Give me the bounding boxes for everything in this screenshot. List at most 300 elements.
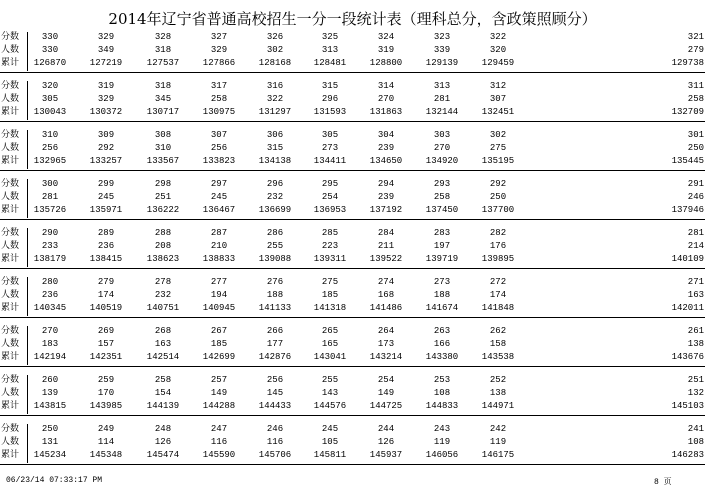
cumulative-row xyxy=(0,106,705,119)
row-label: 分数 xyxy=(1,130,20,140)
table-cell: 129459 xyxy=(481,58,515,68)
table-cell: 145103 xyxy=(671,401,704,411)
table-cell: 126 xyxy=(154,437,172,447)
table-cell: 246 xyxy=(266,424,284,434)
row-label: 累计 xyxy=(1,401,20,411)
table-cell: 132 xyxy=(687,388,704,398)
table-cell: 132451 xyxy=(481,107,515,117)
count-row xyxy=(0,338,705,351)
table-cell: 327 xyxy=(210,32,228,42)
table-cell: 281 xyxy=(687,228,704,238)
table-cell: 126870 xyxy=(33,58,67,68)
count-row xyxy=(0,436,705,449)
table-cell: 135726 xyxy=(33,205,67,215)
table-cell: 143380 xyxy=(425,352,459,362)
table-cell: 135445 xyxy=(671,156,704,166)
table-cell: 185 xyxy=(210,339,228,349)
score-row xyxy=(0,31,705,44)
row-label: 人数 xyxy=(1,388,20,398)
table-cell: 272 xyxy=(489,277,507,287)
table-cell: 330 xyxy=(41,32,59,42)
table-cell: 188 xyxy=(266,290,284,300)
table-cell: 139088 xyxy=(258,254,292,264)
block-divider xyxy=(0,415,705,416)
table-cell: 246 xyxy=(687,192,704,202)
cumulative-row xyxy=(0,351,705,364)
page-number: 8 页 xyxy=(654,478,672,487)
table-cell: 116 xyxy=(210,437,228,447)
table-cell: 211 xyxy=(377,241,395,251)
block-divider xyxy=(0,464,705,465)
table-cell: 176 xyxy=(489,241,507,251)
table-block xyxy=(0,129,705,171)
table-cell: 145811 xyxy=(313,450,347,460)
table-cell: 108 xyxy=(687,437,704,447)
table-block xyxy=(0,80,705,122)
table-cell: 252 xyxy=(489,375,507,385)
table-cell: 297 xyxy=(210,179,228,189)
table-cell: 244 xyxy=(377,424,395,434)
table-cell: 303 xyxy=(433,130,451,140)
table-cell: 105 xyxy=(321,437,339,447)
table-cell: 134411 xyxy=(313,156,347,166)
table-cell: 145937 xyxy=(369,450,403,460)
table-cell: 144433 xyxy=(258,401,292,411)
table-cell: 345 xyxy=(154,94,172,104)
table-cell: 130975 xyxy=(202,107,236,117)
table-cell: 141133 xyxy=(258,303,292,313)
table-cell: 299 xyxy=(97,179,115,189)
score-row xyxy=(0,374,705,387)
table-cell: 262 xyxy=(489,326,507,336)
table-cell: 158 xyxy=(489,339,507,349)
table-cell: 140345 xyxy=(33,303,67,313)
table-cell: 315 xyxy=(266,143,284,153)
table-cell: 136699 xyxy=(258,205,292,215)
table-cell: 108 xyxy=(433,388,451,398)
table-cell: 130372 xyxy=(89,107,123,117)
table-cell: 145590 xyxy=(202,450,236,460)
label-divider xyxy=(27,375,28,414)
table-cell: 145348 xyxy=(89,450,123,460)
table-cell: 136953 xyxy=(313,205,347,215)
table-cell: 143985 xyxy=(89,401,123,411)
table-cell: 291 xyxy=(687,179,704,189)
table-cell: 257 xyxy=(210,375,228,385)
score-distribution-table xyxy=(0,31,705,472)
table-cell: 137192 xyxy=(369,205,403,215)
table-cell: 166 xyxy=(433,339,451,349)
table-cell: 259 xyxy=(97,375,115,385)
score-row xyxy=(0,325,705,338)
table-cell: 144725 xyxy=(369,401,403,411)
table-cell: 318 xyxy=(154,45,172,55)
table-cell: 274 xyxy=(377,277,395,287)
table-cell: 142194 xyxy=(33,352,67,362)
table-cell: 256 xyxy=(266,375,284,385)
table-cell: 142351 xyxy=(89,352,123,362)
table-cell: 288 xyxy=(154,228,172,238)
table-cell: 163 xyxy=(687,290,704,300)
table-cell: 270 xyxy=(41,326,59,336)
score-row xyxy=(0,129,705,142)
table-cell: 319 xyxy=(377,45,395,55)
table-cell: 188 xyxy=(433,290,451,300)
table-cell: 275 xyxy=(321,277,339,287)
table-cell: 134138 xyxy=(258,156,292,166)
table-cell: 170 xyxy=(97,388,115,398)
row-label: 人数 xyxy=(1,94,20,104)
table-cell: 139895 xyxy=(481,254,515,264)
table-cell: 290 xyxy=(41,228,59,238)
print-timestamp: 06/23/14 07:33:17 PM xyxy=(6,476,103,485)
row-label: 累计 xyxy=(1,58,20,68)
table-cell: 307 xyxy=(489,94,507,104)
table-cell: 143538 xyxy=(481,352,515,362)
table-cell: 349 xyxy=(97,45,115,55)
table-cell: 232 xyxy=(266,192,284,202)
table-cell: 295 xyxy=(321,179,339,189)
table-cell: 275 xyxy=(489,143,507,153)
row-label: 人数 xyxy=(1,290,20,300)
row-label: 累计 xyxy=(1,352,20,362)
table-cell: 145474 xyxy=(146,450,180,460)
table-cell: 282 xyxy=(489,228,507,238)
table-cell: 247 xyxy=(210,424,228,434)
table-cell: 144833 xyxy=(425,401,459,411)
table-cell: 269 xyxy=(97,326,115,336)
table-cell: 276 xyxy=(266,277,284,287)
table-cell: 223 xyxy=(321,241,339,251)
cumulative-row xyxy=(0,400,705,413)
table-cell: 143214 xyxy=(369,352,403,362)
table-cell: 305 xyxy=(321,130,339,140)
label-divider xyxy=(27,32,28,71)
table-cell: 134650 xyxy=(369,156,403,166)
table-cell: 314 xyxy=(377,81,395,91)
table-cell: 324 xyxy=(377,32,395,42)
table-cell: 139 xyxy=(41,388,59,398)
table-cell: 320 xyxy=(489,45,507,55)
table-cell: 139311 xyxy=(313,254,347,264)
row-label: 分数 xyxy=(1,326,20,336)
row-label: 分数 xyxy=(1,375,20,385)
table-cell: 239 xyxy=(377,143,395,153)
row-label: 分数 xyxy=(1,32,20,42)
table-cell: 313 xyxy=(321,45,339,55)
table-cell: 131297 xyxy=(258,107,292,117)
table-cell: 284 xyxy=(377,228,395,238)
block-divider xyxy=(0,366,705,367)
row-label: 分数 xyxy=(1,179,20,189)
table-cell: 143041 xyxy=(313,352,347,362)
table-cell: 141848 xyxy=(481,303,515,313)
count-row xyxy=(0,93,705,106)
table-cell: 185 xyxy=(321,290,339,300)
table-cell: 278 xyxy=(154,277,172,287)
table-cell: 145234 xyxy=(33,450,67,460)
label-divider xyxy=(27,326,28,365)
count-row xyxy=(0,289,705,302)
table-cell: 233 xyxy=(41,241,59,251)
table-cell: 130043 xyxy=(33,107,67,117)
row-label: 分数 xyxy=(1,424,20,434)
row-label: 累计 xyxy=(1,303,20,313)
table-cell: 141486 xyxy=(369,303,403,313)
table-cell: 133257 xyxy=(89,156,123,166)
table-cell: 174 xyxy=(97,290,115,300)
table-cell: 245 xyxy=(97,192,115,202)
table-cell: 251 xyxy=(687,375,704,385)
block-divider xyxy=(0,219,705,220)
count-row xyxy=(0,142,705,155)
table-cell: 260 xyxy=(41,375,59,385)
table-cell: 214 xyxy=(687,241,704,251)
score-row xyxy=(0,80,705,93)
table-cell: 177 xyxy=(266,339,284,349)
table-cell: 141674 xyxy=(425,303,459,313)
page-title: 2014年辽宁省普通高校招生一分一段统计表（理科总分，含政策照顾分） xyxy=(108,10,597,28)
table-cell: 142876 xyxy=(258,352,292,362)
table-cell: 316 xyxy=(266,81,284,91)
row-label: 累计 xyxy=(1,107,20,117)
table-cell: 273 xyxy=(433,277,451,287)
table-cell: 139719 xyxy=(425,254,459,264)
count-row xyxy=(0,240,705,253)
table-cell: 253 xyxy=(433,375,451,385)
table-cell: 271 xyxy=(687,277,704,287)
block-divider xyxy=(0,317,705,318)
table-cell: 174 xyxy=(489,290,507,300)
row-label: 累计 xyxy=(1,205,20,215)
table-cell: 329 xyxy=(97,94,115,104)
table-cell: 294 xyxy=(377,179,395,189)
table-cell: 305 xyxy=(41,94,59,104)
table-cell: 323 xyxy=(433,32,451,42)
cumulative-row xyxy=(0,253,705,266)
table-cell: 210 xyxy=(210,241,228,251)
table-cell: 133823 xyxy=(202,156,236,166)
table-cell: 300 xyxy=(41,179,59,189)
table-cell: 318 xyxy=(154,81,172,91)
table-cell: 296 xyxy=(266,179,284,189)
table-cell: 208 xyxy=(154,241,172,251)
table-cell: 258 xyxy=(433,192,451,202)
table-cell: 163 xyxy=(154,339,172,349)
cumulative-row xyxy=(0,57,705,70)
table-cell: 306 xyxy=(266,130,284,140)
table-cell: 140945 xyxy=(202,303,236,313)
table-cell: 256 xyxy=(41,143,59,153)
table-cell: 135195 xyxy=(481,156,515,166)
label-divider xyxy=(27,179,28,218)
table-cell: 248 xyxy=(154,424,172,434)
score-row xyxy=(0,178,705,191)
table-cell: 146283 xyxy=(671,450,704,460)
table-cell: 138833 xyxy=(202,254,236,264)
table-cell: 265 xyxy=(321,326,339,336)
table-cell: 322 xyxy=(489,32,507,42)
table-cell: 241 xyxy=(687,424,704,434)
table-cell: 137700 xyxy=(481,205,515,215)
table-cell: 140519 xyxy=(89,303,123,313)
table-cell: 310 xyxy=(41,130,59,140)
table-cell: 320 xyxy=(41,81,59,91)
cumulative-row xyxy=(0,204,705,217)
table-cell: 322 xyxy=(266,94,284,104)
cumulative-row xyxy=(0,302,705,315)
table-cell: 293 xyxy=(433,179,451,189)
label-divider xyxy=(27,130,28,169)
table-cell: 114 xyxy=(97,437,115,447)
table-cell: 142011 xyxy=(671,303,704,313)
table-cell: 129738 xyxy=(671,58,704,68)
row-label: 人数 xyxy=(1,241,20,251)
table-cell: 302 xyxy=(489,130,507,140)
table-cell: 287 xyxy=(210,228,228,238)
table-cell: 119 xyxy=(489,437,507,447)
table-cell: 126 xyxy=(377,437,395,447)
table-cell: 250 xyxy=(687,143,704,153)
table-cell: 119 xyxy=(433,437,451,447)
count-row xyxy=(0,191,705,204)
table-cell: 249 xyxy=(97,424,115,434)
block-divider xyxy=(0,72,705,73)
table-block xyxy=(0,325,705,367)
table-cell: 255 xyxy=(321,375,339,385)
row-label: 累计 xyxy=(1,156,20,166)
table-block xyxy=(0,423,705,465)
score-row xyxy=(0,276,705,289)
table-cell: 292 xyxy=(489,179,507,189)
row-label: 人数 xyxy=(1,143,20,153)
table-cell: 279 xyxy=(687,45,704,55)
table-block xyxy=(0,227,705,269)
table-cell: 131 xyxy=(41,437,59,447)
table-cell: 146175 xyxy=(481,450,515,460)
table-cell: 315 xyxy=(321,81,339,91)
table-cell: 258 xyxy=(687,94,704,104)
table-cell: 128481 xyxy=(313,58,347,68)
label-divider xyxy=(27,81,28,120)
table-cell: 289 xyxy=(97,228,115,238)
table-cell: 319 xyxy=(97,81,115,91)
table-cell: 194 xyxy=(210,290,228,300)
table-block xyxy=(0,178,705,220)
table-cell: 197 xyxy=(433,241,451,251)
table-cell: 285 xyxy=(321,228,339,238)
block-divider xyxy=(0,268,705,269)
table-cell: 139522 xyxy=(369,254,403,264)
row-label: 人数 xyxy=(1,45,20,55)
table-cell: 144576 xyxy=(313,401,347,411)
table-cell: 127219 xyxy=(89,58,123,68)
score-row xyxy=(0,227,705,240)
table-cell: 173 xyxy=(377,339,395,349)
row-label: 累计 xyxy=(1,254,20,264)
table-cell: 138415 xyxy=(89,254,123,264)
table-cell: 326 xyxy=(266,32,284,42)
table-cell: 138 xyxy=(489,388,507,398)
table-cell: 149 xyxy=(210,388,228,398)
table-cell: 283 xyxy=(433,228,451,238)
table-cell: 142514 xyxy=(146,352,180,362)
table-cell: 165 xyxy=(321,339,339,349)
table-cell: 138 xyxy=(687,339,704,349)
label-divider xyxy=(27,424,28,463)
table-cell: 143 xyxy=(321,388,339,398)
table-cell: 298 xyxy=(154,179,172,189)
table-cell: 330 xyxy=(41,45,59,55)
table-cell: 143815 xyxy=(33,401,67,411)
table-cell: 277 xyxy=(210,277,228,287)
cumulative-row xyxy=(0,155,705,168)
table-cell: 263 xyxy=(433,326,451,336)
table-cell: 137946 xyxy=(671,205,704,215)
table-cell: 296 xyxy=(321,94,339,104)
table-cell: 250 xyxy=(41,424,59,434)
table-cell: 328 xyxy=(154,32,172,42)
table-cell: 131863 xyxy=(369,107,403,117)
table-cell: 131593 xyxy=(313,107,347,117)
table-cell: 127866 xyxy=(202,58,236,68)
table-cell: 280 xyxy=(41,277,59,287)
table-cell: 281 xyxy=(41,192,59,202)
table-cell: 144971 xyxy=(481,401,515,411)
table-cell: 141318 xyxy=(313,303,347,313)
table-cell: 143676 xyxy=(671,352,704,362)
table-cell: 256 xyxy=(210,143,228,153)
table-cell: 258 xyxy=(210,94,228,104)
table-cell: 325 xyxy=(321,32,339,42)
table-cell: 281 xyxy=(433,94,451,104)
table-cell: 128168 xyxy=(258,58,292,68)
table-cell: 302 xyxy=(266,45,284,55)
table-cell: 145706 xyxy=(258,450,292,460)
table-cell: 307 xyxy=(210,130,228,140)
table-cell: 317 xyxy=(210,81,228,91)
table-cell: 311 xyxy=(687,81,704,91)
table-cell: 138179 xyxy=(33,254,67,264)
table-block xyxy=(0,374,705,416)
block-divider xyxy=(0,121,705,122)
table-cell: 116 xyxy=(266,437,284,447)
table-block xyxy=(0,31,705,73)
table-cell: 254 xyxy=(321,192,339,202)
table-cell: 312 xyxy=(489,81,507,91)
row-label: 分数 xyxy=(1,277,20,287)
block-divider xyxy=(0,170,705,171)
table-cell: 251 xyxy=(154,192,172,202)
table-cell: 329 xyxy=(97,32,115,42)
table-cell: 146056 xyxy=(425,450,459,460)
row-label: 人数 xyxy=(1,192,20,202)
table-cell: 254 xyxy=(377,375,395,385)
table-cell: 243 xyxy=(433,424,451,434)
table-cell: 130717 xyxy=(146,107,180,117)
table-cell: 145 xyxy=(266,388,284,398)
table-cell: 157 xyxy=(97,339,115,349)
row-label: 累计 xyxy=(1,450,20,460)
table-cell: 132144 xyxy=(425,107,459,117)
table-cell: 242 xyxy=(489,424,507,434)
table-cell: 273 xyxy=(321,143,339,153)
table-cell: 239 xyxy=(377,192,395,202)
table-cell: 304 xyxy=(377,130,395,140)
table-cell: 245 xyxy=(321,424,339,434)
table-cell: 134920 xyxy=(425,156,459,166)
row-label: 人数 xyxy=(1,437,20,447)
